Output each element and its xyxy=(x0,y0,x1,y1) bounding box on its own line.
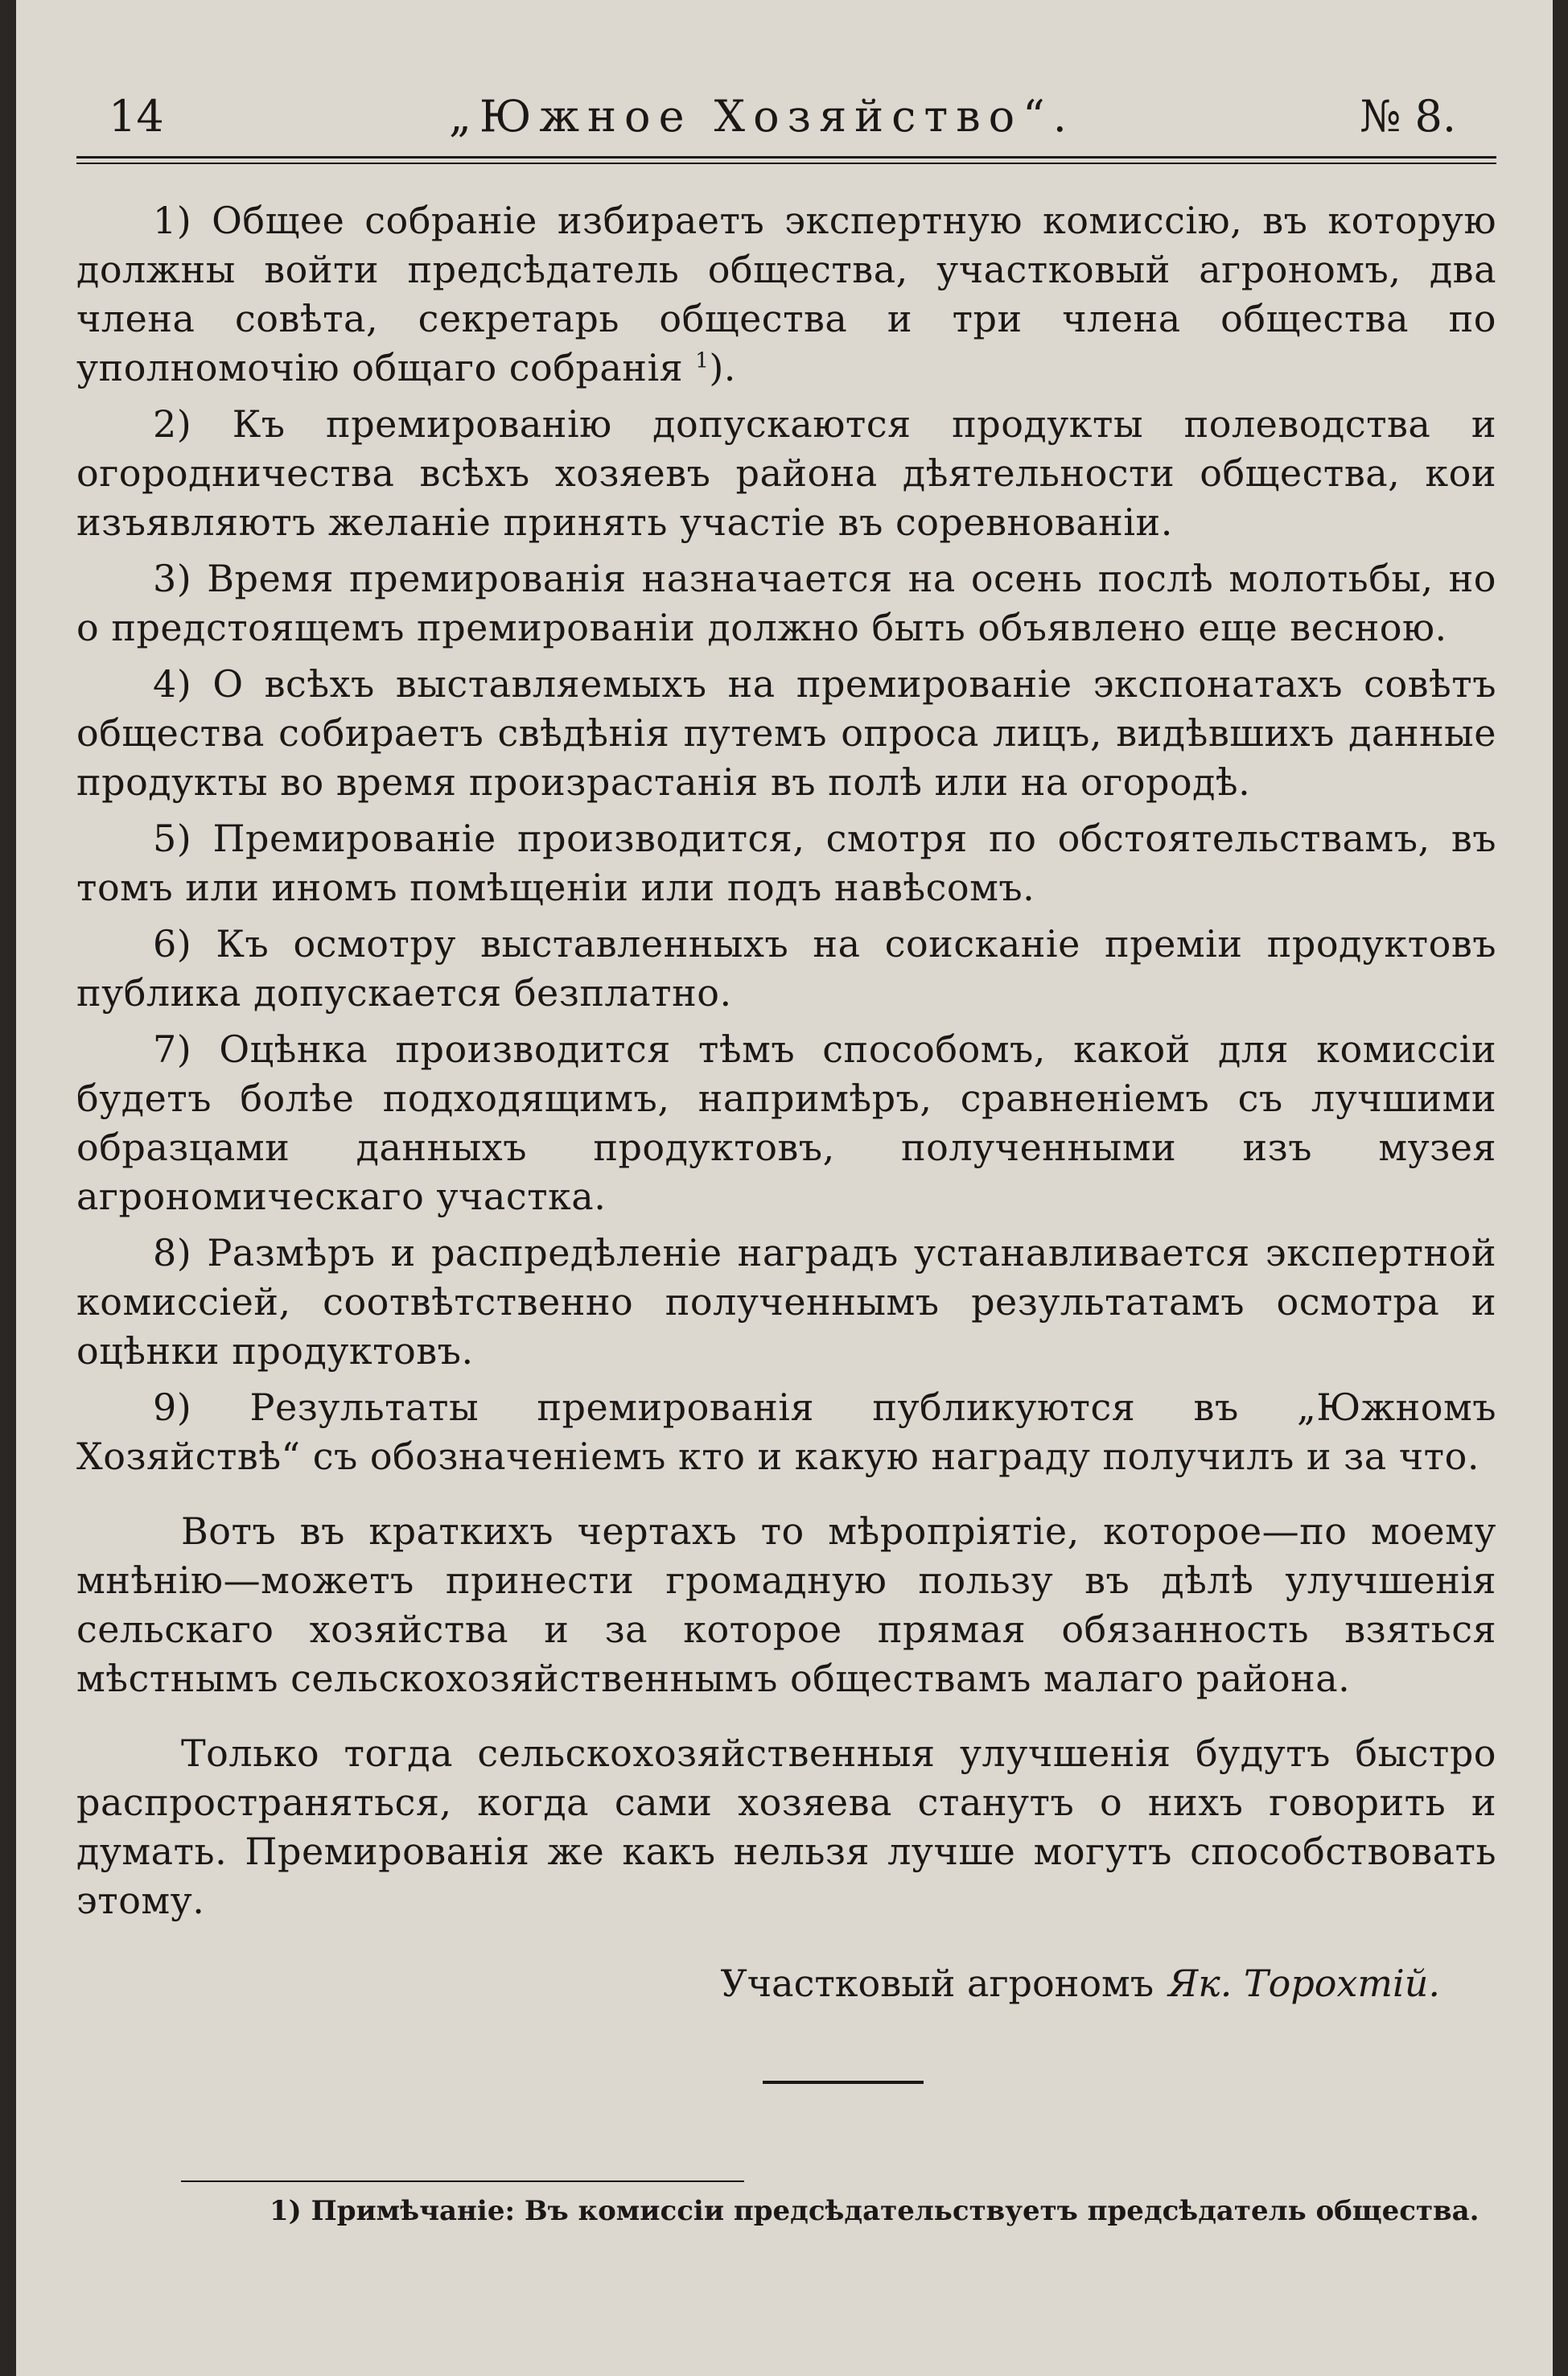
journal-page xyxy=(16,0,1553,2376)
paragraph-conclusion-2: Только тогда сельскохозяйственныя улучшенія будутъ быстро распространяться, когда сами хозяева станутъ о нихъ говорить и думать. Премированія же какъ нельзя лучше могутъ способствовать этому. xyxy=(76,1732,1496,1922)
signature xyxy=(76,1959,1496,2008)
signature-role: Участковый агрономъ xyxy=(720,1962,1154,2005)
paragraph-9: 9) Результаты премированія публикуются въ „Южномъ Хозяйствѣ“ съ обозначеніемъ кто и какую награду получилъ и за что. xyxy=(76,1386,1496,1478)
issue-number: № 8. xyxy=(1360,91,1456,142)
paragraph-2: 2) Къ премированію допускаются продукты полеводства и огородничества всѣхъ хозяевъ района дѣятельности общества, кои изъявляютъ желаніе принять участіе въ соревнованіи. xyxy=(76,402,1496,544)
page-number: 14 xyxy=(109,91,164,142)
journal-title: „Южное Хозяйство“. xyxy=(448,91,1075,142)
article-end-rule xyxy=(763,2081,924,2084)
paragraph-5: 5) Премированіе производится, смотря по обстоятельствамъ, въ томъ или иномъ помѣщеніи или подъ навѣсомъ. xyxy=(76,817,1496,909)
paragraph-conclusion-1: Вотъ въ краткихъ чертахъ то мѣропріятіе, которое—по моему мнѣнію—можетъ принести громадную пользу въ дѣлѣ улучшенія сельскаго хозяйства и за которое прямая обязанность взяться мѣстнымъ сельскохозяйственнымъ обществамъ малаго района. xyxy=(76,1509,1496,1700)
footnote: 1) Примѣчаніе: Въ комиссіи предсѣдательствуетъ предсѣдатель общества. xyxy=(270,2195,1480,2227)
paragraph-7: 7) Оцѣнка производится тѣмъ способомъ, какой для комиссіи будетъ болѣе подходящимъ, напримѣръ, сравненіемъ съ лучшими образцами данныхъ продуктовъ, полученными изъ музея агрономическаго участка. xyxy=(76,1027,1496,1218)
paragraph-4: 4) О всѣхъ выставляемыхъ на премированіе экспонатахъ совѣтъ общества собираетъ свѣдѣнія путемъ опроса лицъ, видѣвшихъ данные продукты во время произрастанія въ полѣ или на огородѣ. xyxy=(76,662,1496,804)
paragraph-6: 6) Къ осмотру выставленныхъ на соисканіе преміи продуктовъ публика допускается безплатно. xyxy=(76,922,1496,1015)
footnote-marker: 1 xyxy=(695,348,710,373)
paragraph-1: 1) Общее собраніе избираетъ экспертную комиссію, въ которую должны войти предсѣдатель общества, участковый агрономъ, два члена совѣта, секретарь общества и три члена общества по уполномочію общаго собранія $^1$). xyxy=(76,199,1496,389)
article-body xyxy=(76,196,1496,1925)
signature-name: Як. Торохтій. xyxy=(1168,1962,1440,2005)
page-header xyxy=(76,89,1496,145)
footnote-rule xyxy=(181,2180,744,2182)
header-double-rule xyxy=(76,156,1496,164)
paragraph-8: 8) Размѣръ и распредѣленіе наградъ устанавливается экспертной комиссіей, соотвѣтственно полученнымъ результатамъ осмотра и оцѣнки продуктовъ. xyxy=(76,1231,1496,1373)
paragraph-3: 3) Время премированія назначается на осень послѣ молотьбы, но о предстоящемъ премированіи должно быть объявлено еще весною. xyxy=(76,557,1496,649)
